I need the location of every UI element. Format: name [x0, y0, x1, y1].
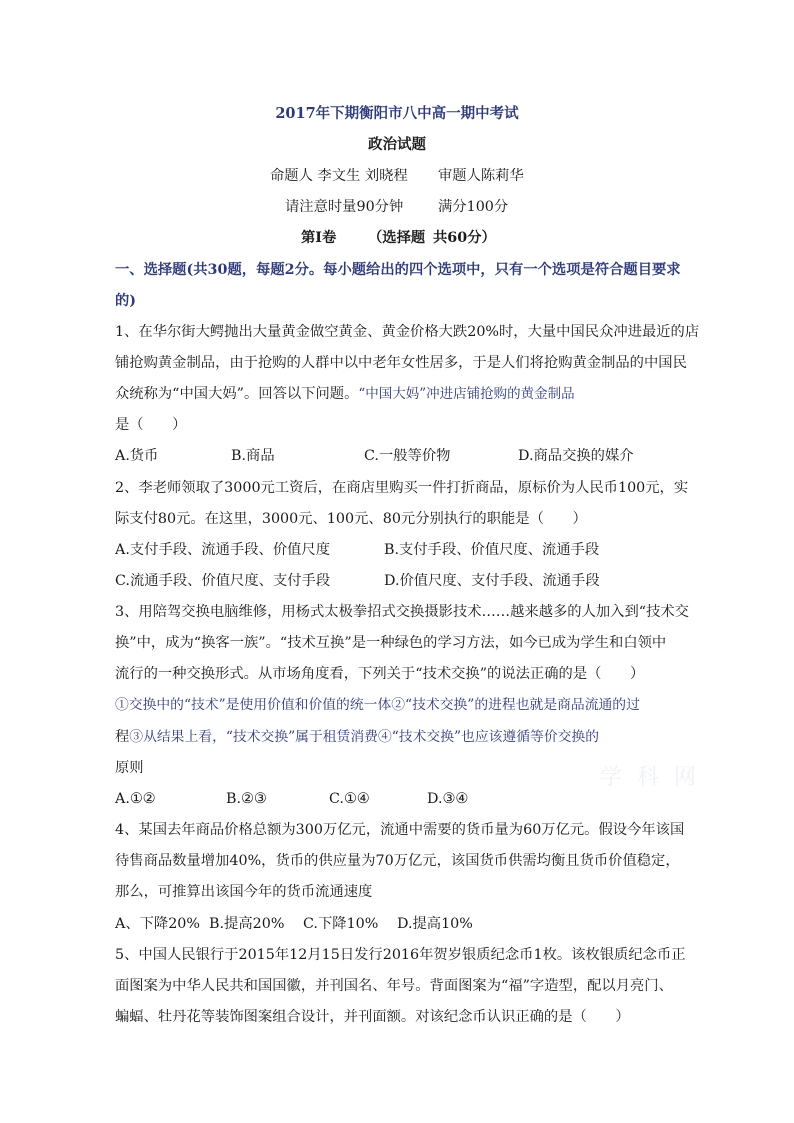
q3-line6: 原则	[115, 760, 144, 776]
q3-option-a: A.①②	[115, 791, 156, 807]
reviewer-line	[438, 166, 524, 186]
q4-option-a: A、下降20%	[115, 916, 200, 932]
q5-line3: 蝙蝠、牡丹花等装饰图案组合设计，并刊面额。对该纪念币认识正确的是（ ）	[115, 1009, 630, 1025]
q4-line3: 那么，可推算出该国今年的货币流通速度	[115, 884, 373, 900]
q1-line3	[115, 384, 575, 404]
q3-line4: ①交换中的“技术”是使用价值和价值的统一体②“技术交换”的进程也就是商品流通的过	[115, 697, 640, 713]
q1-line3-question: “中国大妈”冲进店铺抢购的黄金制品	[358, 386, 575, 402]
q3-line3: 流行的一种交换形式。从市场角度看，下列关于“技术交换”的说法正确的是（ ）	[115, 666, 645, 682]
time-note: 请注意时量90分钟	[285, 199, 404, 215]
q4-option-d: D.提高10%	[397, 916, 473, 932]
q4-option-b: B.提高20%	[209, 916, 285, 932]
volume-score: 共60分）	[433, 230, 496, 246]
q3-option-c: C.①④	[329, 791, 370, 807]
q1-option-d: D.商品交换的媒介	[518, 448, 634, 464]
q1-line2: 铺抢购黄金制品，由于抢购的人群中以中老年女性居多，于是人们将抢购黄金制品的中国民	[115, 355, 687, 371]
q1-option-a: A.货币	[115, 448, 159, 464]
exam-title: 2017年下期衡阳市八中高一期中考试	[275, 105, 519, 122]
score-note: 满分100分	[438, 199, 509, 215]
q2-line2: 际支付80元。在这里，3000元、100元、80元分别执行的职能是（ ）	[115, 511, 587, 527]
q2-option-d: D.价值尺度、支付手段、流通手段	[384, 573, 600, 589]
section-heading-cont: 的)	[115, 293, 137, 309]
q1-option-b: B.商品	[231, 448, 275, 464]
q3-line1: 3、用陪驾交换电脑维修，用杨式太极拳招式交换摄影技术……越来越多的人加入到“技术交	[115, 604, 689, 620]
q1-line1: 1、在华尔街大鳄抛出大量黄金做空黄金、黄金价格大跌20%时，大量中国民众冲进最近的店	[115, 324, 700, 340]
q4-line1: 4、某国去年商品价格总额为300万亿元，流通中需要的货币量为60万亿元。假设今年该国	[115, 822, 685, 838]
q5-line1: 5、中国人民银行于2015年12月15日发行2016年贺岁银质纪念币1枚。该枚银质纪念币正	[115, 947, 686, 963]
setter: 命题人 李文生 刘晓程	[270, 168, 408, 184]
q4-line2: 待售商品数量增加40%，货币的供应量为70万亿元，该国货币供需均衡且货币价值稳定，	[115, 853, 680, 869]
section-heading: 一、选择题(共30题，每题2分。每小题给出的四个选项中，只有一个选项是符合题目要求	[115, 262, 681, 278]
q3-option-b: B.②③	[226, 791, 267, 807]
reviewer: 审题人陈莉华	[438, 168, 524, 184]
q3-line5-rest: ③从结果上看，“技术交换”属于租赁消费④“技术交换”也应该遵循等价交换的	[129, 729, 600, 745]
subject-title: 政治试题	[368, 136, 426, 153]
q4-option-c: C.下降10%	[303, 916, 379, 932]
q2-option-a: A.支付手段、流通手段、价值尺度	[115, 542, 331, 558]
q1-option-c: C.一般等价物	[364, 448, 451, 464]
volume-type: （选择题	[368, 230, 426, 246]
volume-label: 第Ⅰ卷	[301, 230, 337, 246]
q3-line5-start: 程	[115, 729, 130, 745]
q1-line3-main: 众统称为“中国大妈”。回答以下问题。	[115, 386, 359, 402]
q2-line1: 2、李老师领取了3000元工资后，在商店里购买一件打折商品，原标价为人民币100元，实	[115, 480, 689, 496]
q2-option-c: C.流通手段、价值尺度、支付手段	[115, 573, 331, 589]
q5-line2: 面图案为中华人民共和国国徽，并刊国名、年号。背面图案为“福”字造型，配以月亮门、	[115, 978, 673, 994]
setter-line	[270, 166, 408, 186]
q3-option-d: D.③④	[427, 791, 469, 807]
q2-option-b: B.支付手段、价值尺度、流通手段	[384, 542, 600, 558]
q3-line5	[115, 727, 599, 747]
watermark: 学 科 网	[600, 765, 700, 790]
q1-line4: 是（ ）	[115, 417, 187, 433]
q3-line2: 换”中，成为“换客一族”。“技术互换”是一种绿色的学习方法，如今已成为学生和白领中	[115, 635, 667, 651]
